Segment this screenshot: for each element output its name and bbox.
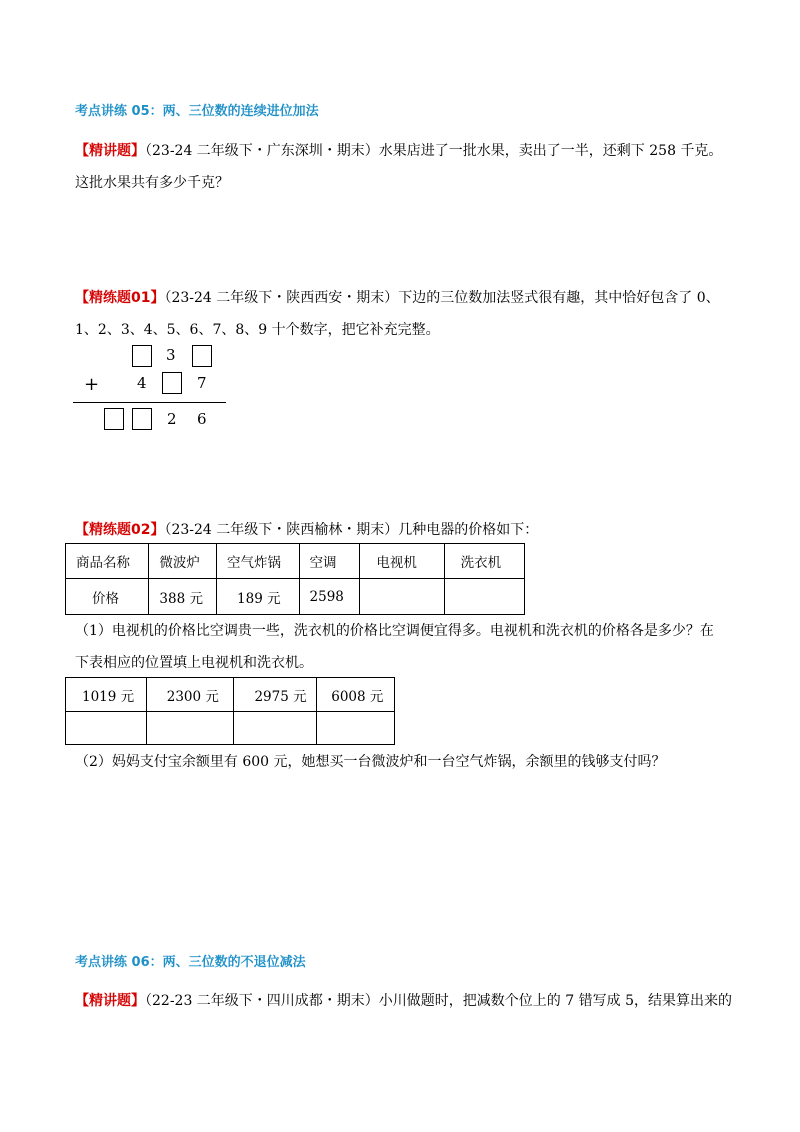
question-3-line-1 [75,519,538,539]
question-4-text: （22-23 二年级下・四川成都・期末）小川做题时，把减数个位上的 7 错写成 5，结果算出来的 [145,993,732,1009]
answer-blank-cell[interactable] [234,712,317,745]
digit: 6 [197,410,207,428]
section-title-05: 考点讲练 05：两、三位数的连续进位加法 [75,104,319,119]
price-table [65,543,525,615]
answer-blank-cell[interactable] [317,712,395,745]
part-1-line-1: （1）电视机的价格比空调贵一些，洗衣机的价格比空调便宜得多。电视机和洗衣机的价格各是多少？在 [75,623,714,639]
blank-box[interactable] [132,408,152,430]
question-4-tag: 【精讲题】 [75,993,145,1009]
plus-sign: + [84,374,100,395]
question-4-line-1 [75,990,732,1010]
part-1-line-2: 下表相应的位置填上电视机和洗衣机。 [75,655,313,671]
answer-table [65,677,395,745]
question-3-text: （23-24 二年级下・陕西榆林・期末）几种电器的价格如下： [164,522,539,538]
question-1-text: （23-24 二年级下・广东深圳・期末）水果店进了一批水果，卖出了一半，还剩下 258 千克。 [145,143,723,159]
blank-box[interactable] [192,345,212,367]
table-cell: 2598 [299,579,360,615]
table-cell-blank[interactable] [360,579,444,615]
table-header-cell: 商品名称 [66,544,149,579]
question-1-tag: 【精讲题】 [75,143,145,159]
table-cell: 388 元 [149,579,217,615]
question-3-tag: 【精练题02】 [75,522,165,538]
question-1-line-1 [75,140,722,160]
question-2-text: （23-24 二年级下・陕西西安・期末）下边的三位数加法竖式很有趣，其中恰好包含了 0、 [164,290,720,306]
blank-box[interactable] [162,372,182,394]
table-cell-blank[interactable] [444,579,524,615]
question-2-line-2: 1、2、3、4、5、6、7、8、9 十个数字，把它补充完整。 [75,322,440,338]
table-cell: 189 元 [217,579,300,615]
digit: 2 [167,410,177,428]
table-header-cell: 微波炉 [149,544,217,579]
price-cell: 2300 元 [146,678,234,712]
question-1-line-2: 这批水果共有多少千克？ [75,175,229,191]
blank-box[interactable] [132,345,152,367]
answer-blank-cell[interactable] [66,712,147,745]
digit: 3 [166,346,176,364]
part-2-text: （2）妈妈支付宝余额里有 600 元，她想买一台微波炉和一台空气炸锅，余额里的钱够支付吗？ [75,754,666,770]
price-cell: 2975 元 [234,678,317,712]
question-2-line-1 [75,287,720,307]
blank-box[interactable] [104,408,124,430]
table-cell: 价格 [66,579,149,615]
table-header-cell: 洗衣机 [444,544,524,579]
table-header-cell: 空气炸锅 [217,544,300,579]
digit: 7 [197,374,207,392]
digit: 4 [137,374,147,392]
price-cell: 1019 元 [66,678,147,712]
section-title-06: 考点讲练 06：两、三位数的不退位减法 [75,955,306,970]
price-cell: 6008 元 [317,678,395,712]
table-header-cell: 空调 [299,544,360,579]
question-2-tag: 【精练题01】 [75,290,165,306]
table-header-cell: 电视机 [360,544,444,579]
sum-line [73,402,226,403]
answer-blank-cell[interactable] [146,712,234,745]
